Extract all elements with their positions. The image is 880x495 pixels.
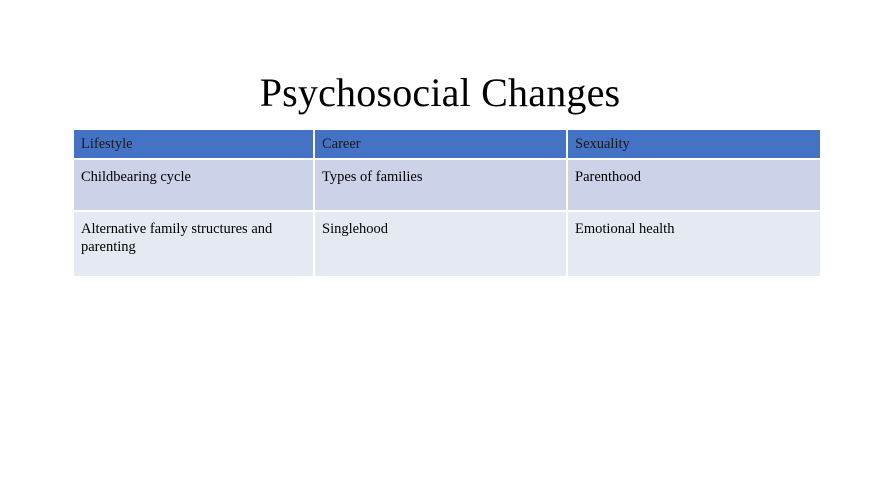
table-header-row: [74, 130, 820, 159]
column-header-sexuality: Sexuality: [567, 130, 820, 159]
page-title: Psychosocial Changes: [259, 69, 621, 115]
table-cell: Types of families: [314, 159, 567, 211]
column-header-lifestyle: Lifestyle: [74, 130, 314, 159]
table-cell: Childbearing cycle: [74, 159, 314, 211]
table-cell: Emotional health: [567, 211, 820, 277]
content-table: [74, 130, 820, 278]
table-row: [74, 211, 820, 277]
column-header-career: Career: [314, 130, 567, 159]
table-cell: Alternative family structures and parenting: [74, 211, 314, 277]
table-row: [74, 159, 820, 211]
table-cell: Parenthood: [567, 159, 820, 211]
table-cell: Singlehood: [314, 211, 567, 277]
content-table-wrapper: [74, 130, 820, 278]
